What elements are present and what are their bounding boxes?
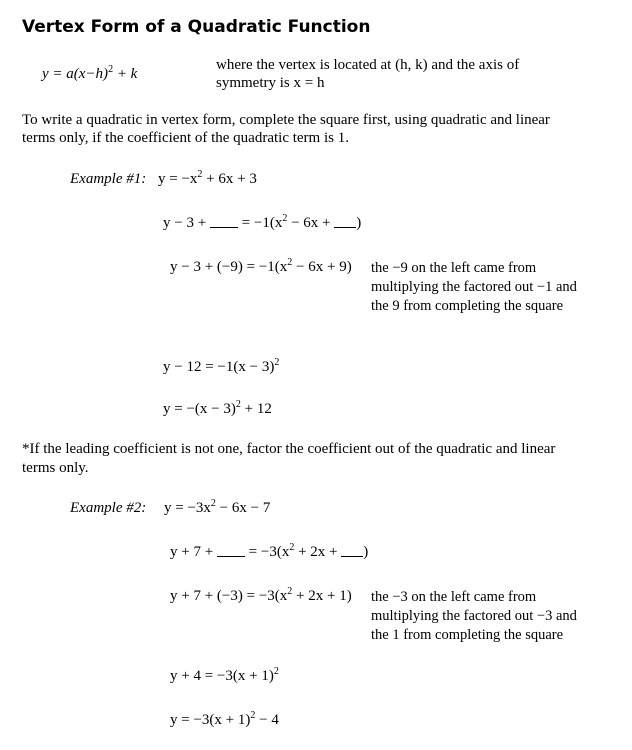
example1-step1-a: y − 3 + (163, 215, 210, 231)
example1-step2-a: y − 3 + (−9) = −1(x (170, 259, 288, 275)
vertex-desc-line1: where the vertex is located at (h, k) and the axis of (216, 57, 520, 73)
example1-heading (70, 171, 257, 188)
example2-step1 (170, 544, 368, 561)
intro-line2: terms only, if the coefficient of the quadratic term is 1. (22, 130, 349, 146)
example2-heading (70, 500, 270, 517)
example1-step1-exp: 2 (282, 213, 288, 224)
example1-step2-b: − 6x + 9) (292, 259, 352, 275)
example2-step1-a: y + 7 + (170, 544, 217, 560)
example1-blank-left (210, 215, 238, 228)
example1-step4-exp: 2 (235, 399, 241, 410)
example2-note-line2: multiplying the factored out −3 and (371, 608, 577, 624)
example2-note (371, 588, 577, 645)
example1-step2-exp: 2 (287, 257, 293, 268)
vertex-desc-line2: symmetry is x = h (216, 75, 325, 91)
vertex-form-equation (42, 66, 137, 83)
example1-step3 (163, 359, 279, 376)
vertex-form-post: + k (113, 66, 138, 82)
example2-step4-b: − 4 (255, 712, 279, 728)
example2-step1-exp: 2 (289, 542, 295, 553)
example2-note-line3: the 1 from completing the square (371, 627, 564, 643)
example2-step2-a: y + 7 + (−3) = −3(x (170, 588, 288, 604)
example2-step2-b: + 2x + 1) (292, 588, 352, 604)
example1-step1 (163, 215, 361, 232)
example2-blank-right (341, 544, 363, 557)
example1-step1-b: = −1(x (237, 215, 283, 231)
example1-blank-right (334, 215, 356, 228)
example1-step3-exp: 2 (274, 357, 280, 368)
example1-step1-d: ) (356, 215, 362, 231)
example1-step1-c: − 6x + (287, 215, 335, 231)
example1-note-line2: multiplying the factored out −1 and (371, 279, 577, 295)
factor-note-line1: *If the leading coefficient is not one, factor the coefficient out of the quadratic and linear (22, 441, 556, 457)
example1-eq-pre: y = −x (157, 171, 198, 187)
example1-step4 (163, 401, 272, 418)
example2-eq-exp: 2 (210, 498, 216, 509)
example1-note-line3: the 9 from completing the square (371, 298, 564, 314)
example2-eq-pre: y = −3x (163, 500, 211, 516)
example2-step2-exp: 2 (287, 586, 293, 597)
example2-step4 (170, 712, 279, 729)
factor-note-line2: terms only. (22, 460, 89, 476)
vertex-form-pre: y = a(x−h) (42, 66, 109, 82)
example1-label: Example #1: (70, 171, 147, 187)
example1-note (371, 259, 577, 316)
example2-step2 (170, 588, 352, 605)
example2-label: Example #2: (70, 500, 147, 516)
example1-step2 (170, 259, 352, 276)
page-title: Vertex Form of a Quadratic Function (22, 17, 371, 37)
example2-note-line1: the −3 on the left came from (371, 589, 537, 605)
example2-step1-b: = −3(x (244, 544, 290, 560)
example1-eq-post: + 6x + 3 (202, 171, 257, 187)
example2-step3 (170, 668, 279, 685)
example1-note-line1: the −9 on the left came from (371, 260, 537, 276)
example2-step1-c: + 2x + (294, 544, 342, 560)
example2-eq-post: − 6x − 7 (215, 500, 271, 516)
example1-step4-b: + 12 (240, 401, 272, 417)
example2-blank-left (217, 544, 245, 557)
example2-step1-d: ) (363, 544, 369, 560)
example2-step3-exp: 2 (273, 666, 279, 677)
example2-step3-a: y + 4 = −3(x + 1) (170, 668, 274, 684)
example1-step4-a: y = −(x − 3) (163, 401, 236, 417)
intro-line1: To write a quadratic in vertex form, complete the square first, using quadratic and linear (22, 112, 550, 128)
example2-step4-exp: 2 (250, 710, 256, 721)
example1-eq-exp: 2 (197, 169, 203, 180)
example1-step3-a: y − 12 = −1(x − 3) (163, 359, 275, 375)
example2-step4-a: y = −3(x + 1) (170, 712, 251, 728)
vertex-form-exp: 2 (108, 64, 114, 75)
